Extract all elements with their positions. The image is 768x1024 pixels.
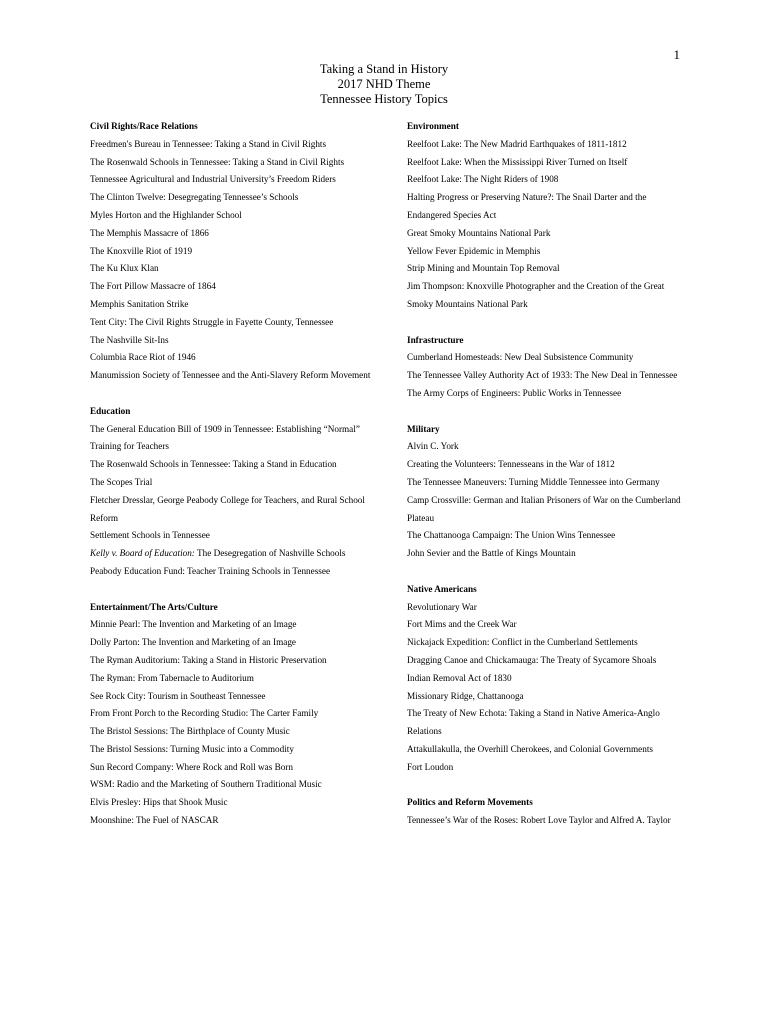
topic-item: The Bristol Sessions: Turning Music into a Commodity: [90, 743, 294, 754]
topic-item: Camp Crossville: German and Italian Prisoners of War on the Cumberland Plateau: [407, 494, 681, 523]
topic-item: The Rosenwald Schools in Tennessee: Taking a Stand in Civil Rights: [90, 156, 345, 167]
topic-item: Yellow Fever Epidemic in Memphis: [407, 245, 541, 256]
title-line: Taking a Stand in History: [319, 62, 449, 76]
subtitle-topics: Tennessee History Topics: [320, 92, 448, 106]
topic-item: Revolutionary War: [407, 601, 477, 612]
topic-item: Minnie Pearl: The Invention and Marketing of an Image: [90, 619, 297, 630]
topic-item: The Clinton Twelve: Desegregating Tennessee’s Schools: [90, 192, 299, 203]
topic-item: Halting Progress or Preserving Nature?: The Snail Darter and the Endangered Species Act: [407, 192, 647, 220]
section-politics-and-reform-movements: [407, 794, 683, 830]
topic-item: Nickajack Expedition: Conflict in the Cumberland Settlements: [407, 637, 638, 648]
topic-item: The Rosenwald Schools in Tennessee: Taking a Stand in Education: [90, 459, 337, 470]
section-heading: Infrastructure: [407, 334, 464, 345]
topic-item: Creating the Volunteers: Tennesseans in the War of 1812: [407, 459, 615, 470]
topic-item: Moonshine: The Fuel of NASCAR: [90, 815, 219, 826]
topic-item: The Knoxville Riot of 1919: [90, 245, 193, 256]
topic-item: Dolly Parton: The Invention and Marketing of an Image: [90, 637, 296, 648]
topic-item: WSM: Radio and the Marketing of Southern Traditional Music: [90, 779, 322, 790]
section-entertainment-the-arts-culture: [90, 599, 372, 830]
topic-item: The Ryman Auditorium: Taking a Stand in Historic Preservation: [90, 654, 327, 665]
topic-item: The Tennessee Valley Authority Act of 1933: The New Deal in Tennessee: [407, 370, 678, 381]
topic-item: Great Smoky Mountains National Park: [407, 227, 551, 238]
topic-item: The Nashville Sit-Ins: [90, 334, 169, 345]
topic-item: Cumberland Homesteads: New Deal Subsistence Community: [407, 352, 634, 363]
topic-item: Jim Thompson: Knoxville Photographer and the Creation of the Great Smoky Mountains National Park: [407, 281, 665, 309]
section-heading: Native Americans: [407, 583, 477, 594]
topic-item: Tennessee Agricultural and Industrial University’s Freedom Riders: [90, 174, 336, 185]
section-heading: Civil Rights/Race Relations: [90, 121, 198, 131]
topic-item: Strip Mining and Mountain Top Removal: [407, 263, 560, 274]
topic-item: Myles Horton and the Highlander School: [90, 209, 242, 220]
topic-item: The Chattanooga Campaign: The Union Wins Tennessee: [407, 530, 616, 541]
topic-item: Attakullakulla, the Overhill Cherokees, and Colonial Governments: [407, 743, 653, 754]
topic-item: From Front Porch to the Recording Studio: The Carter Family: [90, 708, 319, 719]
subtitle-theme: 2017 NHD Theme: [337, 77, 431, 91]
topic-item: The Ryman: From Tabernacle to Auditorium: [90, 672, 254, 683]
document-title: [0, 62, 768, 107]
topic-item: Fort Loudon: [407, 761, 454, 772]
section-native-americans: [407, 581, 683, 777]
topic-item: Manumission Society of Tennessee and the Anti-Slavery Reform Movement: [90, 370, 371, 381]
section-education: [90, 403, 372, 581]
section-heading: Politics and Reform Movements: [407, 797, 533, 808]
section-heading: Education: [90, 405, 131, 416]
topic-item: Memphis Sanitation Strike: [90, 298, 189, 309]
topic-item: Kelly v. Board of Education: The Desegregation of Nashville Schools: [90, 548, 346, 559]
section-infrastructure: [407, 332, 683, 403]
section-heading: Entertainment/The Arts/Culture: [90, 601, 218, 612]
topic-item: Missionary Ridge, Chattanooga: [407, 690, 524, 701]
topic-item: Dragging Canoe and Chickamauga: The Treaty of Sycamore Shoals: [407, 654, 657, 665]
case-name: Kelly v. Board of Education:: [90, 548, 195, 559]
topic-item: Peabody Education Fund: Teacher Training Schools in Tennessee: [90, 565, 331, 576]
section-military: [407, 421, 683, 563]
topic-item: Tent City: The Civil Rights Struggle in Fayette County, Tennessee: [90, 316, 334, 327]
topic-item: The Fort Pillow Massacre of 1864: [90, 281, 216, 292]
topic-item: Tennessee’s War of the Roses: Robert Love Taylor and Alfred A. Taylor: [407, 815, 671, 826]
topic-item: The General Education Bill of 1909 in Tennessee: Establishing “Normal” Training for Teachers: [90, 423, 360, 452]
topic-item: Columbia Race Riot of 1946: [90, 352, 196, 363]
section-heading: Military: [407, 423, 440, 434]
topic-item: Fletcher Dresslar, George Peabody College for Teachers, and Rural School Reform: [90, 494, 365, 523]
section-civil-rights-race-relations: [90, 118, 372, 385]
topic-item: John Sevier and the Battle of Kings Mountain: [407, 548, 576, 559]
topic-item: Reelfoot Lake: The Night Riders of 1908: [407, 174, 559, 185]
left-column: [90, 118, 372, 848]
topic-item: Reelfoot Lake: When the Mississippi River Turned on Itself: [407, 156, 628, 167]
topic-item: Elvis Presley: Hips that Shook Music: [90, 797, 228, 808]
topic-item: The Army Corps of Engineers: Public Works in Tennessee: [407, 387, 622, 398]
page-number: 1: [673, 47, 680, 62]
topic-item: Fort Mims and the Creek War: [407, 619, 517, 630]
topic-item: The Scopes Trial: [90, 476, 153, 487]
topic-item: Settlement Schools in Tennessee: [90, 530, 210, 541]
right-column: [407, 118, 683, 848]
topic-item: The Bristol Sessions: The Birthplace of County Music: [90, 726, 290, 737]
topic-item: The Tennessee Maneuvers: Turning Middle Tennessee into Germany: [407, 476, 660, 487]
topic-item: Alvin C. York: [407, 441, 459, 452]
topic-item: Indian Removal Act of 1830: [407, 672, 512, 683]
topic-item: Freedmen's Bureau in Tennessee: Taking a Stand in Civil Rights: [90, 138, 327, 149]
topic-item: The Treaty of New Echota: Taking a Stand in Native America-Anglo Relations: [407, 708, 660, 737]
section-heading: Environment: [407, 121, 459, 131]
topic-item: Reelfoot Lake: The New Madrid Earthquakes of 1811-1812: [407, 138, 627, 149]
topic-item: The Ku Klux Klan: [90, 263, 159, 274]
topic-item: The Memphis Massacre of 1866: [90, 227, 209, 238]
section-environment: [407, 118, 683, 314]
topic-item: See Rock City: Tourism in Southeast Tennessee: [90, 690, 266, 701]
topic-item: Sun Record Company: Where Rock and Roll was Born: [90, 761, 293, 772]
